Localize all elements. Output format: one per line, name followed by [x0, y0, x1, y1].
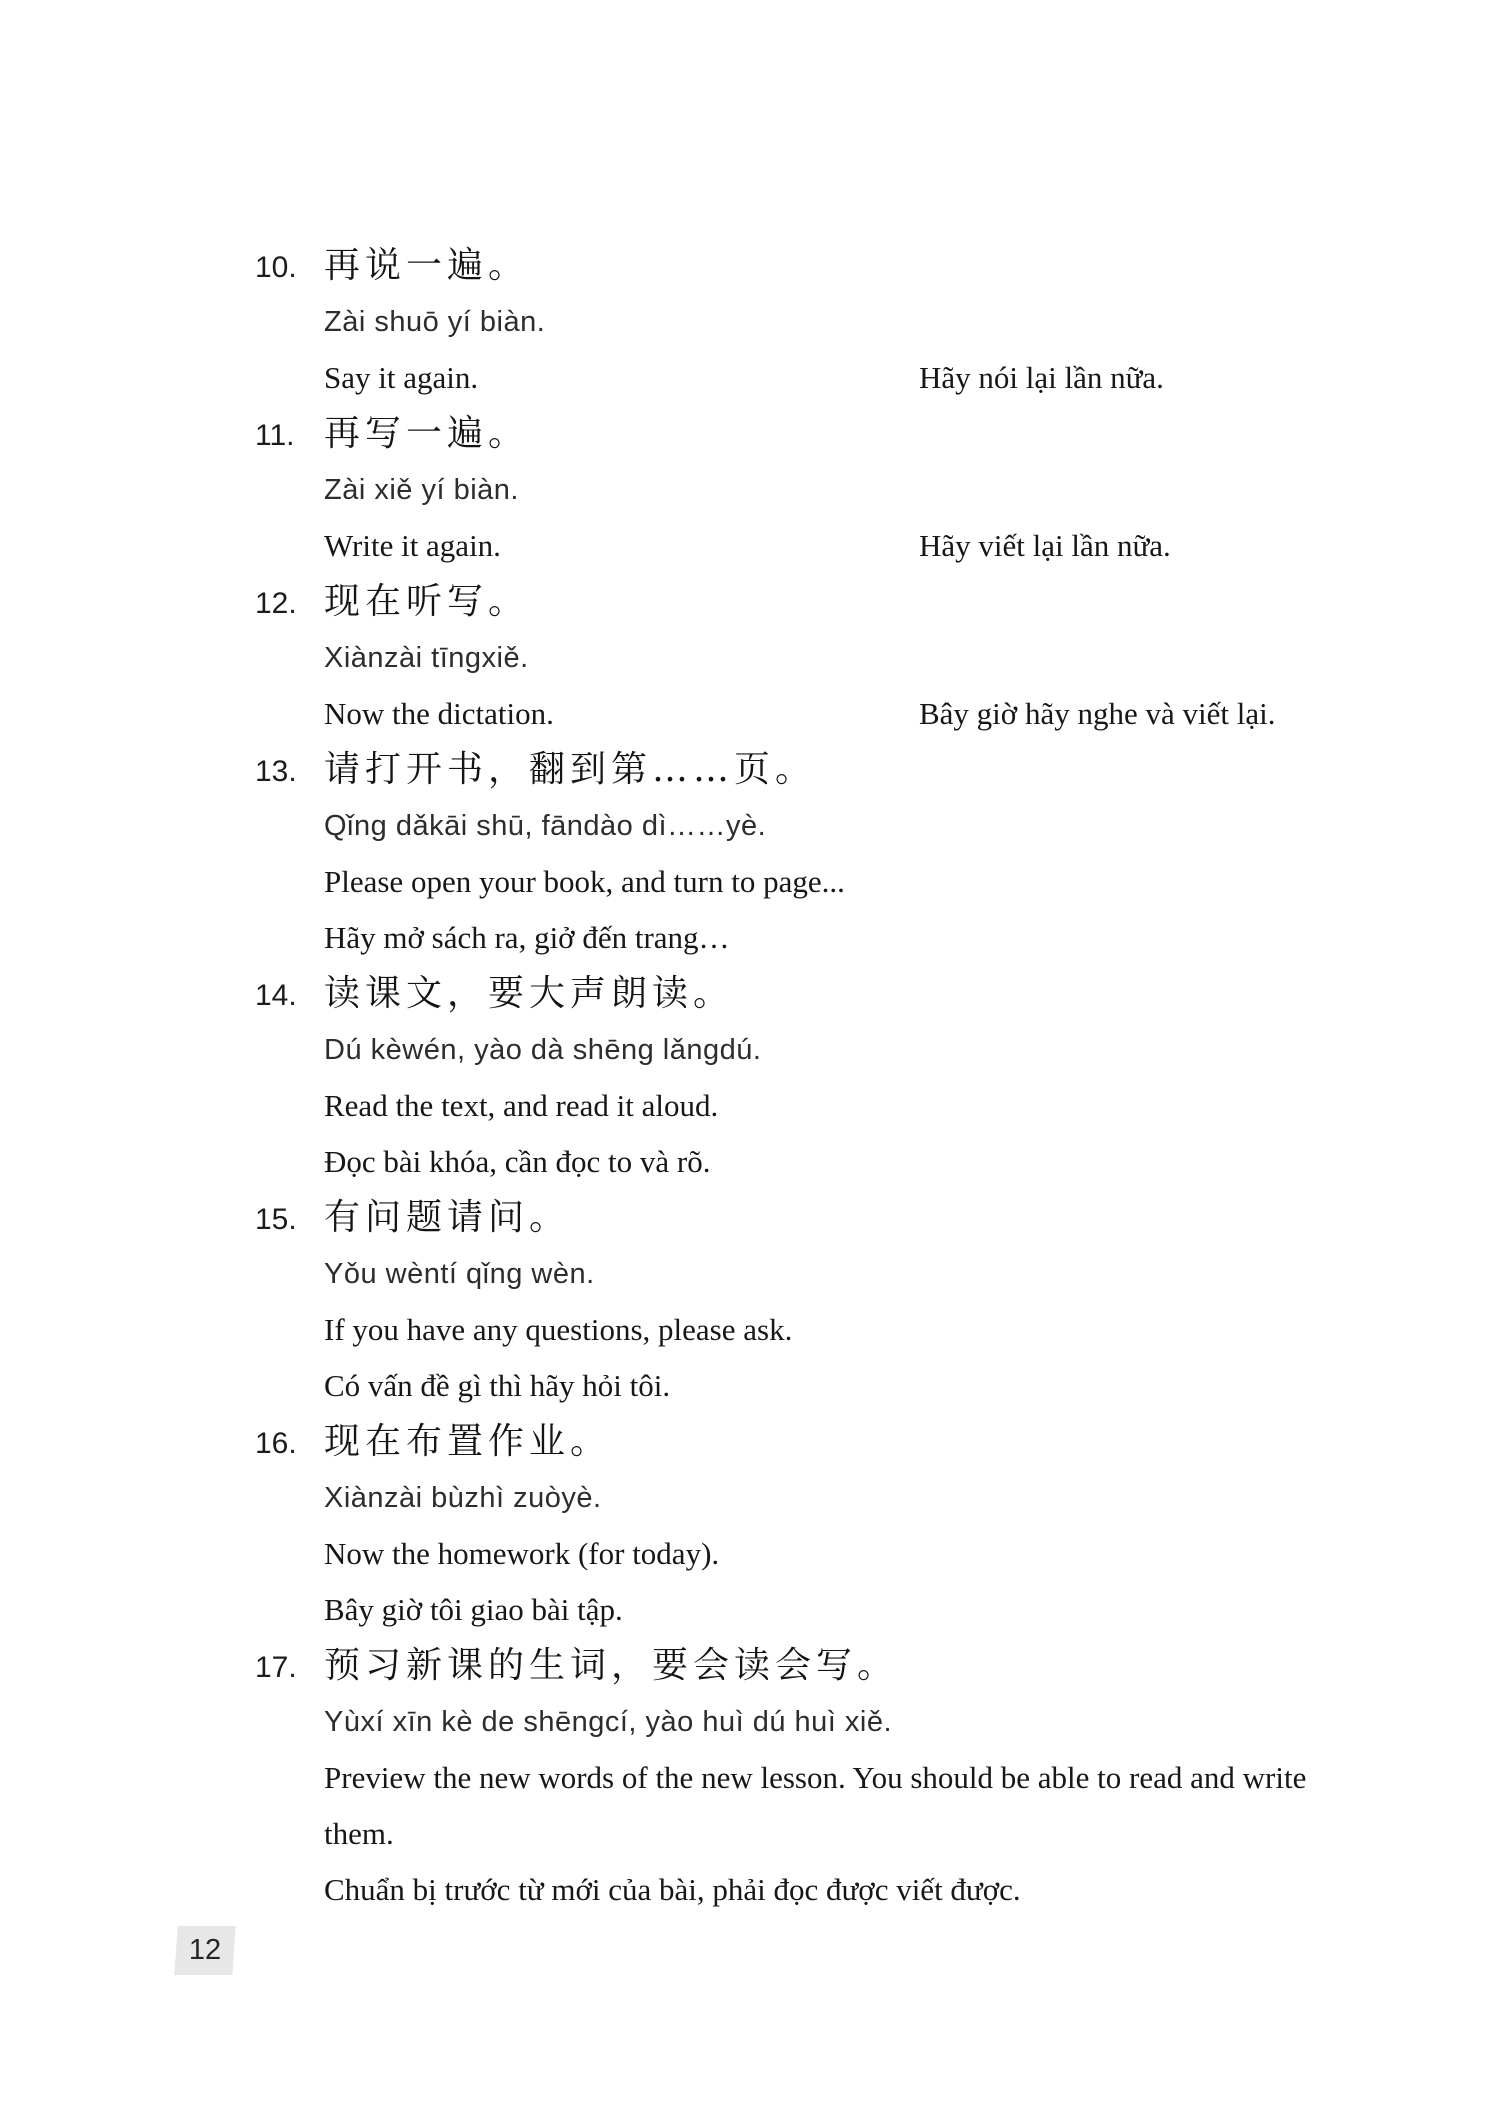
english-text: Now the dictation.: [324, 696, 554, 731]
translation-row: [324, 518, 1324, 574]
pinyin-text: Yùxí xīn kè de shēngcí, yào huì dú huì xiě.: [324, 1706, 893, 1738]
item-heading: [255, 1638, 1324, 1694]
pinyin-text: Xiànzài tīngxiě.: [324, 642, 529, 674]
list-item: [255, 1638, 1324, 1918]
vietnamese-text: Hãy mở sách ra, giở đến trang…: [324, 920, 730, 955]
vietnamese-text: Hãy nói lại lần nữa.: [919, 360, 1164, 395]
vietnamese-text: Có vấn đề gì thì hãy hỏi tôi.: [324, 1368, 671, 1403]
list-item: [255, 1190, 1324, 1414]
item-heading: [255, 1190, 1324, 1246]
english-text: Read the text, and read it aloud.: [324, 1088, 719, 1123]
vietnamese-text: Đọc bài khóa, cần đọc to và rõ.: [324, 1144, 711, 1179]
item-number: 14.: [255, 979, 297, 1012]
item-heading: [255, 1414, 1324, 1470]
list-item: [255, 574, 1324, 742]
item-number: 15.: [255, 1203, 297, 1236]
vietnamese-text: Bây giờ tôi giao bài tập.: [324, 1592, 623, 1627]
item-heading: [255, 406, 1324, 462]
english-text: If you have any questions, please ask.: [324, 1312, 793, 1347]
item-number: 10.: [255, 251, 297, 284]
item-number: 17.: [255, 1651, 297, 1684]
pinyin-text: Xiànzài bùzhì zuòyè.: [324, 1482, 602, 1514]
list-item: [255, 966, 1324, 1190]
chinese-text: 再说一遍。: [324, 245, 530, 286]
english-text: Say it again.: [324, 360, 479, 395]
item-heading: [255, 966, 1324, 1022]
pinyin-text: Yǒu wèntí qǐng wèn.: [324, 1258, 595, 1290]
vietnamese-text: Chuẩn bị trước từ mới của bài, phải đọc được viết được.: [324, 1872, 1021, 1907]
item-number: 12.: [255, 587, 297, 620]
pinyin-text: Zài xiě yí biàn.: [324, 474, 519, 506]
page-number: 12: [188, 1934, 222, 1966]
item-heading: [255, 574, 1324, 630]
list-item: [255, 742, 1324, 966]
chinese-text: 再写一遍。: [324, 413, 530, 454]
vietnamese-text: Hãy viết lại lần nữa.: [919, 528, 1171, 563]
list-item: [255, 1414, 1324, 1638]
item-heading: [255, 238, 1324, 294]
item-number: 11.: [255, 419, 295, 452]
translation-row: [324, 350, 1324, 406]
chinese-text: 请打开书，翻到第……页。: [324, 749, 817, 790]
list-item: [255, 406, 1324, 574]
english-text: Preview the new words of the new lesson. You should be able to read and write them.: [324, 1760, 1307, 1851]
english-text: Please open your book, and turn to page...: [324, 864, 845, 899]
phrase-list: [255, 238, 1324, 1918]
pinyin-text: Dú kèwén, yào dà shēng lǎngdú.: [324, 1034, 762, 1066]
chinese-text: 现在听写。: [324, 581, 530, 622]
chinese-text: 现在布置作业。: [324, 1421, 612, 1462]
chinese-text: 读课文，要大声朗读。: [324, 973, 735, 1014]
english-text: Write it again.: [324, 528, 501, 563]
pinyin-text: Zài shuō yí biàn.: [324, 306, 546, 338]
item-heading: [255, 742, 1324, 798]
english-text: Now the homework (for today).: [324, 1536, 720, 1571]
chinese-text: 预习新课的生词，要会读会写。: [324, 1645, 899, 1686]
vietnamese-text: Bây giờ hãy nghe và viết lại.: [919, 696, 1276, 731]
item-number: 16.: [255, 1427, 297, 1460]
item-number: 13.: [255, 755, 297, 788]
chinese-text: 有问题请问。: [324, 1197, 571, 1238]
list-item: [255, 238, 1324, 406]
page-number-box: [174, 1926, 235, 1975]
pinyin-text: Qǐng dǎkāi shū, fāndào dì……yè.: [324, 810, 767, 842]
translation-row: [324, 686, 1324, 742]
